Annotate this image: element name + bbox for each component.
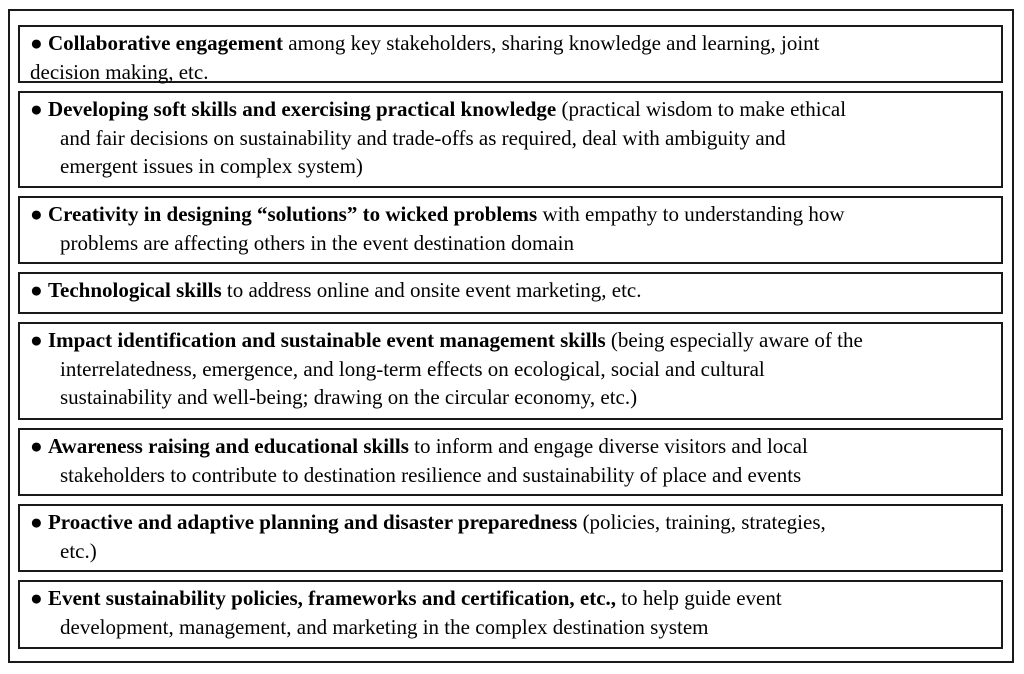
item-text: to help guide event bbox=[616, 586, 782, 610]
item-text: to inform and engage diverse visitors and local bbox=[408, 434, 808, 458]
item-first-line bbox=[30, 200, 995, 229]
item-first-line bbox=[30, 95, 995, 124]
item-continuation: etc.) bbox=[60, 538, 97, 563]
item-text: (policies, training, strategies, bbox=[577, 510, 826, 534]
item-continuation: decision making, etc. bbox=[30, 59, 209, 84]
bullet-icon: ● bbox=[30, 31, 43, 55]
item-first-line bbox=[30, 508, 995, 537]
item-heading: Proactive and adaptive planning and disaster preparedness bbox=[47, 510, 578, 534]
item-text: (practical wisdom to make ethical bbox=[556, 97, 847, 121]
item-continuation: sustainability and well-being; drawing on the circular economy, etc.) bbox=[60, 385, 638, 409]
bullet-icon: ● bbox=[30, 97, 43, 121]
item-heading: Technological skills bbox=[47, 278, 222, 302]
item-heading: Collaborative engagement bbox=[47, 31, 283, 55]
item-text: with empathy to understanding how bbox=[537, 202, 845, 226]
item-continuation: problems are affecting others in the event destination domain bbox=[60, 230, 574, 255]
item-first-line bbox=[30, 326, 995, 355]
item-first-line bbox=[30, 584, 995, 613]
item-text: among key stakeholders, sharing knowledge and learning, joint bbox=[282, 31, 820, 55]
item-creativity bbox=[18, 196, 1003, 264]
item-heading: Creativity in designing “solutions” to wicked problems bbox=[47, 202, 538, 226]
bullet-icon: ● bbox=[30, 586, 43, 610]
item-collaborative-engagement bbox=[18, 25, 1003, 83]
item-first-line bbox=[30, 432, 995, 461]
item-heading: Awareness raising and educational skills bbox=[47, 434, 409, 458]
bullet-icon: ● bbox=[30, 202, 43, 226]
bullet-icon: ● bbox=[30, 328, 43, 352]
item-heading: Event sustainability policies, frameworks and certification, etc., bbox=[47, 586, 617, 610]
item-impact-identification bbox=[18, 322, 1003, 420]
item-text: (being especially aware of the bbox=[605, 328, 863, 352]
item-event-sustainability-policies bbox=[18, 580, 1003, 649]
item-awareness-raising bbox=[18, 428, 1003, 496]
bullet-icon: ● bbox=[30, 434, 43, 458]
item-continuation: development, management, and marketing in the complex destination system bbox=[60, 614, 709, 639]
item-continuation: emergent issues in complex system) bbox=[60, 154, 363, 178]
item-first-line bbox=[30, 276, 995, 305]
item-continuation: interrelatedness, emergence, and long-term effects on ecological, social and cultural bbox=[60, 356, 765, 381]
item-technological-skills bbox=[18, 272, 1003, 314]
item-heading: Developing soft skills and exercising practical knowledge bbox=[47, 97, 557, 121]
bullet-icon: ● bbox=[30, 278, 43, 302]
item-soft-skills bbox=[18, 91, 1003, 188]
item-first-line bbox=[30, 29, 995, 58]
item-continuation: stakeholders to contribute to destination resilience and sustainability of place and events bbox=[60, 462, 802, 487]
item-heading: Impact identification and sustainable event management skills bbox=[47, 328, 606, 352]
item-text: to address online and onsite event marketing, etc. bbox=[221, 278, 642, 302]
item-continuation: and fair decisions on sustainability and trade-offs as required, deal with ambiguity and bbox=[60, 125, 786, 150]
bullet-icon: ● bbox=[30, 510, 43, 534]
item-proactive-planning bbox=[18, 504, 1003, 572]
